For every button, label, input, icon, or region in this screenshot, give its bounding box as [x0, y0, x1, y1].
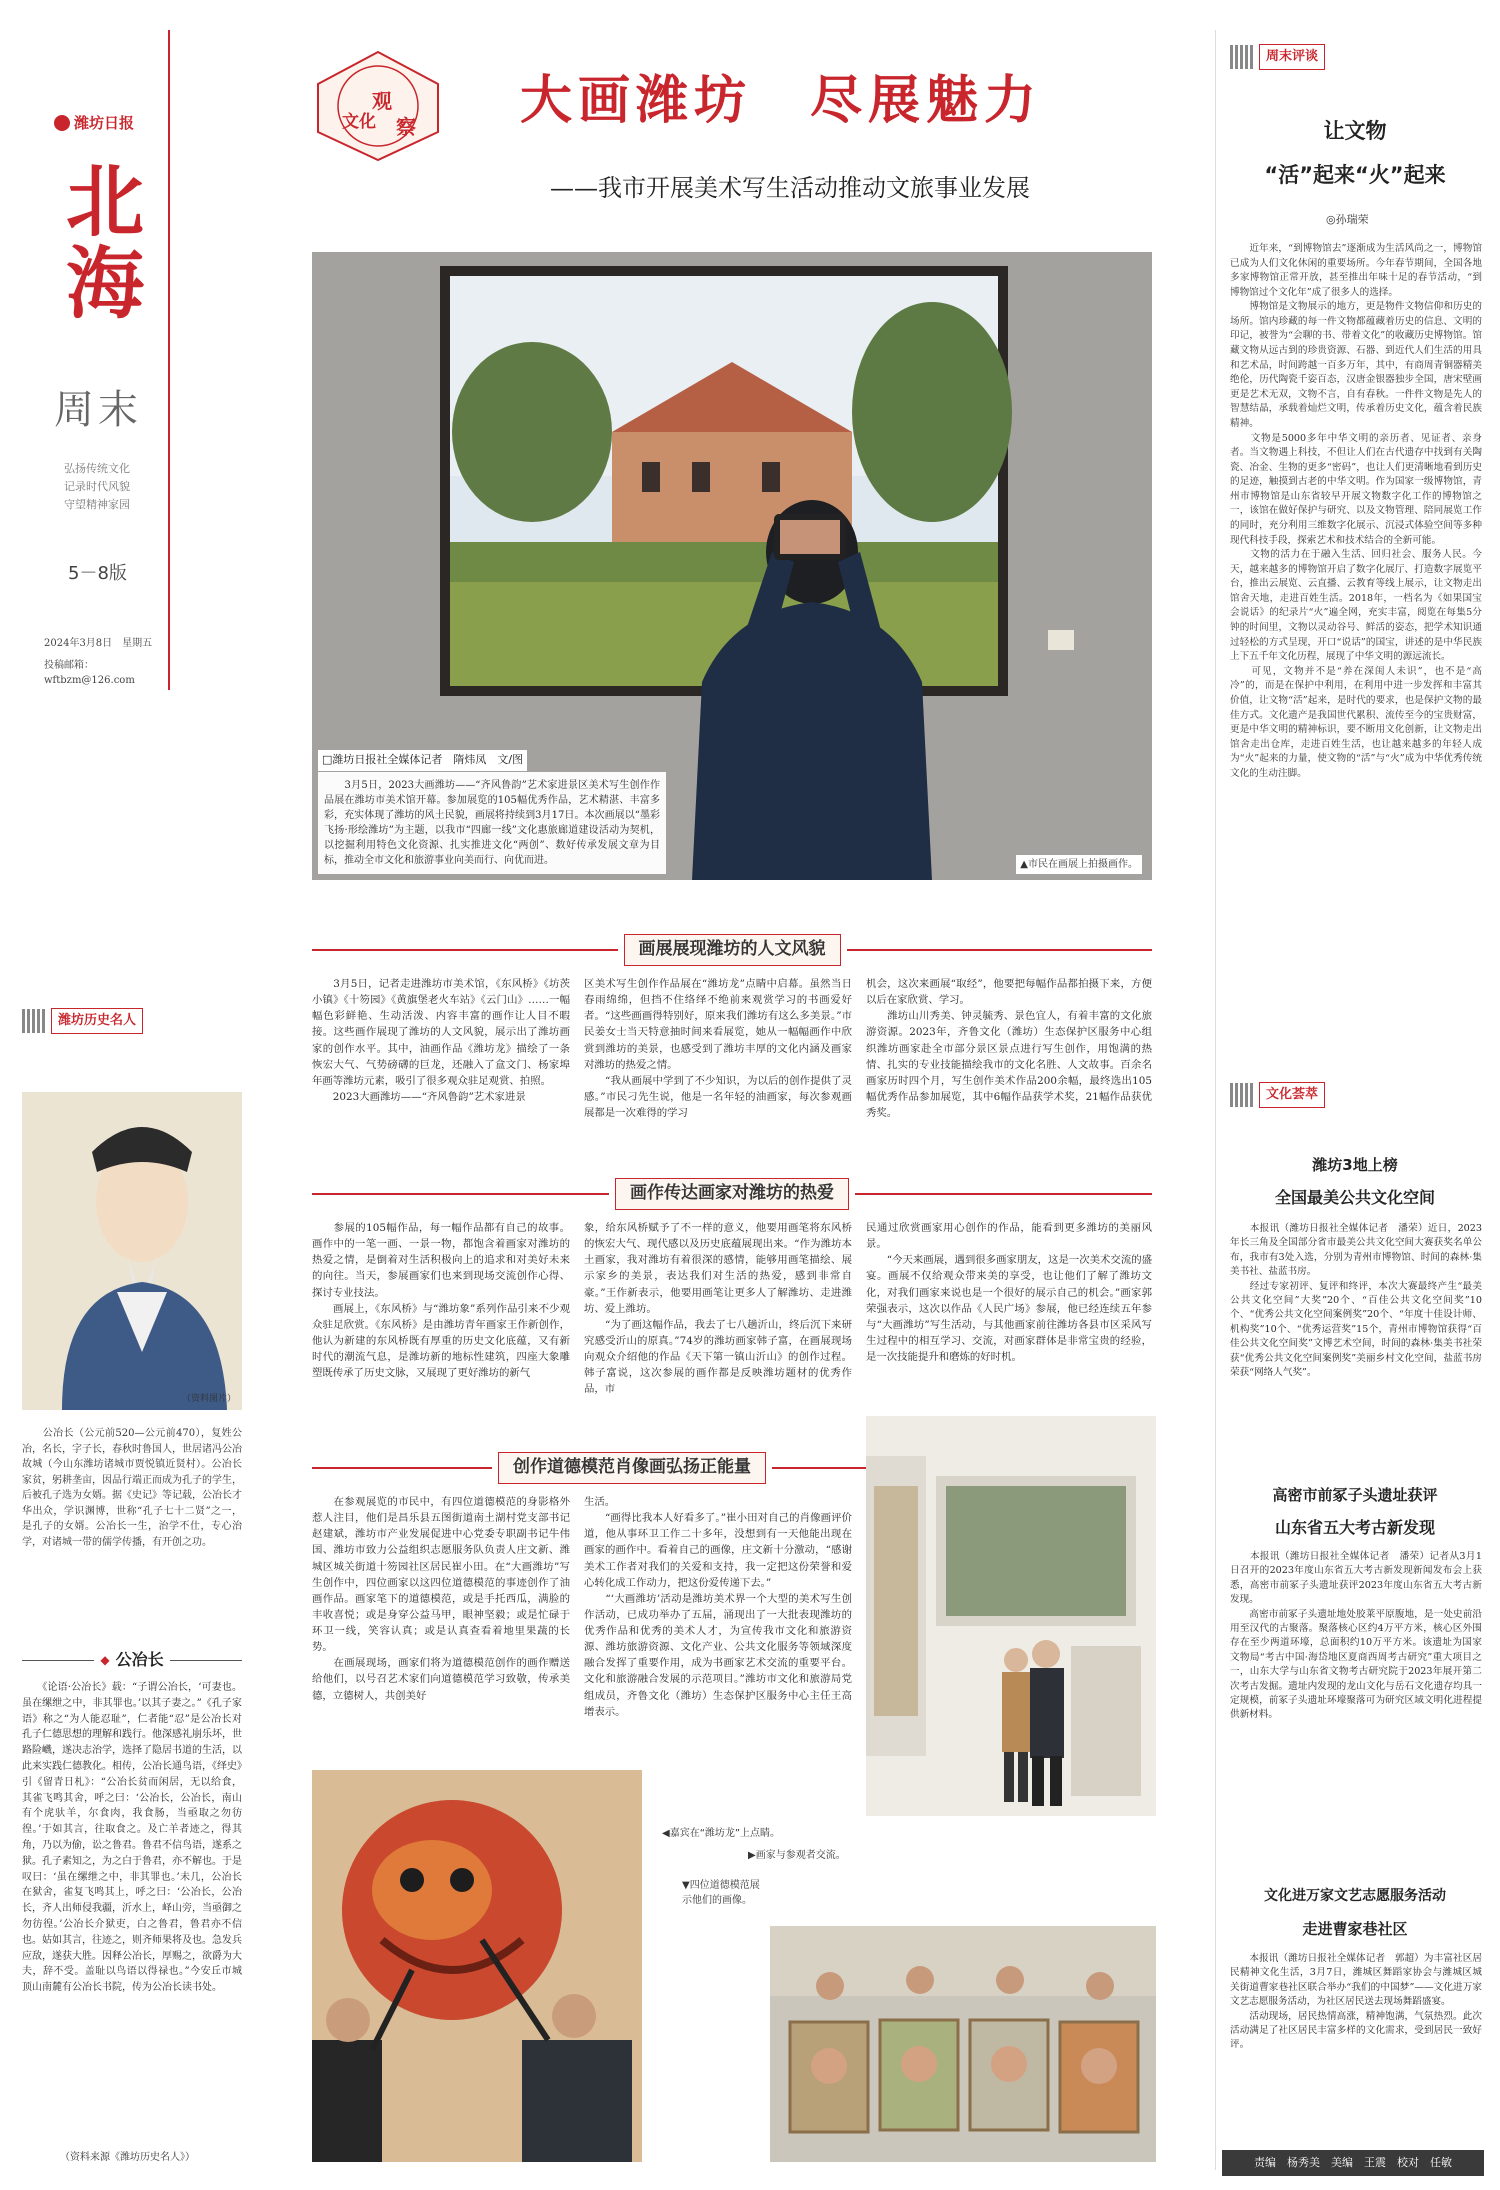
news1-text: 本报讯（潍坊日报社全媒体记者 潘荣）近日，2023年长三角及全国部分省市最美公共文化空间大赛获奖名单公布，我市有3处入选，分别为青州市博物馆、时间的森林·集美书社、盐蓝书房。 经过专家初评、复评和终评，本次大赛最终产生“最美公共文化空间”大奖”20个、“百佳公共文化空间奖”10个、“优秀公共文化空间案例奖”20个、“年度十佳设计师、机构奖”10个、“优秀运营奖”15个，青州市博物馆获得“百佳公共文化空间奖”文博艺术空间，时间的森林·集美书社荣获“优秀公共文化空间案例奖”美丽乡村文化空间，盐蓝书房荣获“网络人气奖”。: [1230, 1223, 1482, 1378]
section3-col1: 在参观展览的市民中，有四位道德模范的身影格外惹人注目，他们是昌乐县五图街道南土湖村党支部书记赵建斌，潍坊市产业发展促进中心党委专职副书记牛伟国、潍坊市致力公益组织志愿服务队负责人庄文新、潍城区城关街道十笏园社区居民崔小田。在“大画潍坊”写生创作中，四位画家以这四位道德模范的事迹创作了油画作品。画家笔下的道德模范，或是手托西瓜，满脸的丰收喜悦；或是身穿公益马甲，眼神坚毅；或是忙碌于环卫一线，笑容认真；或是认真查看着地里果蔬的长势。 在画展现场，画家们将为道德模范创作的画作赠送给他们，以号召艺术家们向道德模范学习致敬，传承美德，立德树人，共创美好: [312, 1496, 570, 1702]
newspaper-name: 潍坊日报: [74, 114, 135, 132]
photo-moral-models: [770, 1926, 1156, 2162]
portrait-figure-icon: [22, 1092, 242, 1410]
section2-rule-left: [312, 1193, 609, 1195]
news2-title-1: 高密市前冢子头遗址获评: [1272, 1486, 1438, 1504]
news2-text: 本报讯（潍坊日报社全媒体记者 潘荣）记者从3月1日召开的2023年度山东省五大考古新发现新闻发布会上获悉，高密市前冢子头遗址获评2023年度山东省五大考古新发现。 高密市前冢子头遗址地处胶莱平原腹地，是一处史前沿用至汉代的古聚落。聚落核心区约4万平方米，核心区外围存在至少两道环壕，总面积约10万平方米。该遗址为国家文物局“考古中国·海岱地区夏商西周考古研究”重大项目之一，山东大学与山东省文物考古研究院于2023年展开第二次考古发掘。遗址内发现的龙山文化与岳石文化遗存均具一定规模，前冢子头遗址环壕聚落可为研究区域文明化进程提供新材料。: [1230, 1551, 1482, 1721]
analects-text: 《论语·公冶长》载：“子谓公冶长，‘可妻也。虽在缧绁之中，非其罪也。’以其子妻之。”《孔子家语》称之“为人能忍耻”，仁者能“忍”是公冶长对孔子仁德思想的理解和践行。他深感礼崩乐坏，世路险巇，遂决志治学，选择了隐居书道的生活，以此来实践仁德教化。相传，公冶长通鸟语，《绎史》引《留青日札》：“公冶长贫而闲居，无以给食，其雀飞鸣其舍，呼之曰：‘公冶长，公冶长，南山有个虎驮羊，尔食肉，我食肠，当亟取之勿彷徨。’于如其言，往取食之。及亡羊者迹之，得其角，乃以为偷，讼之鲁君。鲁君不信鸟语，遂系之狱。孔子素知之，为之白于鲁君，亦不解也。于是叹曰：‘虽在缧绁之中，非其罪也。’未几，公冶长在狱舍，雀复飞鸣其上，呼之曰：‘公冶长，公冶长，齐人出师侵我疆，沂水上，峄山旁，当亟御之勿彷徨。’公冶长介狱吏，白之鲁君，鲁君亦不信也。姑如其言，往迹之，则齐师果将及也。急发兵应敌，遂获大胜。因释公冶长，厚赐之，欲爵为大夫，辞不受。盖耻以鸟语以得禄也。”今安丘市城顶山南麓有公冶长书院，传为公冶长读书处。: [22, 1682, 242, 1994]
issue-date: 2024年3月8日 星期五: [44, 638, 153, 649]
section2-col2: 象，给东风桥赋予了不一样的意义，他要用画笔将东风桥的恢宏大气、现代感以及历史底蕴展现出来。“作为潍坊本土画家，我对潍坊有着很深的感情，能够用画笔描绘、展示家乡的美景，表达我们对生活的热爱，感到非常自豪。”王作新表示，他要用画笔让更多人了解潍坊、走进潍坊、爱上潍坊。 “为了画这幅作品，我去了七八趟沂山，终后沉下来研究感受沂山的原真。”74岁的潍坊画家韩子富，在画展现场向观众介绍他的作品《天下第一镇山沂山》的创作过程。韩子富说，这次参展的画作都是反映潍坊题材的优秀作品，市: [584, 1222, 852, 1396]
commentary-tag-label: 周末评谈: [1259, 44, 1325, 70]
moral-models-portraits-image: [770, 1926, 1156, 2162]
badge-text-culture: 文化: [342, 112, 376, 132]
left-column-rule: [168, 30, 170, 690]
history-tag-label: 潍坊历史名人: [51, 1008, 143, 1034]
photo3-caption: ▶画家与参观者交流。: [748, 1850, 846, 1861]
section2-title: 画作传达画家对潍坊的热爱: [615, 1178, 849, 1210]
section3-title: 创作道德模范肖像画弘扬正能量: [498, 1452, 766, 1484]
editors-bar: [1222, 2150, 1484, 2176]
op-author: ◎孙瑞荣: [1326, 213, 1369, 226]
weekend-commentary-tag: [1230, 44, 1325, 70]
culture-highlights-tag: [1230, 1082, 1325, 1108]
history-figure-tag: [22, 1008, 143, 1034]
photo-byline: □潍坊日报社全媒体记者 隋炜凤 文/图: [318, 750, 527, 771]
section1-rule-left: [312, 949, 618, 951]
section1-rule-right: [847, 949, 1153, 951]
portrait-image: [22, 1092, 242, 1410]
photo1-caption: ▲市民在画展上拍摄画作。: [1016, 855, 1142, 874]
section2-rule-right: [855, 1193, 1152, 1195]
slogan-2: 记录时代风貌: [64, 480, 130, 493]
gallery-visitors-image: [866, 1416, 1156, 1816]
section3-rule-left: [312, 1467, 492, 1469]
tag-bars-icon-2: [1230, 45, 1253, 69]
badge-text-observe-1: 观: [372, 89, 392, 113]
history-source: （资料来源《潍坊历史名人》）: [60, 2152, 195, 2163]
heading-rule-left: [22, 1660, 94, 1661]
photo-dragon-dotting: [312, 1770, 642, 2162]
photo2-caption-visible: ◀嘉宾在“潍坊龙”上点睛。: [662, 1828, 781, 1839]
op-text: 近年来，“到博物馆去”逐渐成为生活风尚之一，博物馆已成为人们文化休闲的重要场所。今年春节期间，全国各地多家博物馆正常开放，甚至推出年味十足的春节活动，“到博物馆过个文化年”成了很多人的选择。 博物馆是文物展示的地方，更是物件文物信仰和历史的场所。馆内珍藏的每一件文物都蕴藏着历史的信息、文明的印记，被誉为“会聊的书、带着文化”的收藏历史博物馆。馆藏文物从远古到的珍贵资源、石器、到近代人们生活的用具和艺术品，时间跨越一百多万年，其中，有商周青铜器精美绝伦，历代陶瓷千姿百态，汉唐金银器独步全国，唐宋壁画更是艺术无双，文物不言，自有春秋。一件件文物是先人的智慧结晶，承载着灿烂文明，传承着历史文化，蕴含着民族精神。 文物是5000多年中华文明的亲历者、见证者、亲身者。当文物遇上科技，不但让人们在古代遗存中找到有关陶瓷、冶金、生物的更多“密码”，也让人们更清晰地看到历史的足迹，触摸到古老的中华文明。作为国家一级博物馆，青州市博物馆是山东省较早开展文物数字化工作的博物馆之一，该馆在做好保护与研究、以及文物管理、陪同展览工作的同时，充分利用三维数字化展示、沉浸式体验空间等多种现代科技手段，探索艺术和技术结合的全新可能。 文物的活力在于融入生活、回归社会、服务人民。今天，越来越多的博物馆开启了数字化展厅、打造数字展览平台，推出云展览、云直播、云教育等线上展示，让文物走出馆舍天地，走进百姓生活。2018年，一档名为《如果国宝会说话》的纪录片“火”遍全网，充实丰富，阅览在每集5分钟的时间里，文物以灵动谷号、鲜活的姿态，把学术知识通过轻松的方式呈现，开口“说话”的国宝，讲述的是中华民族上下五千年文化历程，展现了中华文明的源远流长。 可见，文物并不是“养在深闺人未识”，也不是“高冷”的，而是在保护中利用，在利用中进一步发挥和丰富其价值，让文物“活”起来，是时代的要求，也是保护文物的最佳方式。文化遗产是我国世代累积、流传至今的宝贵财富，更是中华文明的精神标识，要不断用文化创新，让文物走出馆舍走出仓库，走进百姓生活，也让越来越多的年轻人成为“火”起来的力量，使文物的“活”与“火”成为中华优秀传统文化的生动注脚。: [1230, 243, 1482, 779]
news1-title-1: 潍坊3地上榜: [1312, 1156, 1398, 1174]
section3-col2: 生活。 “画得比我本人好看多了。”崔小田对自己的肖像画评价道，他从事环卫工作二十多年，没想到有一天他能出现在画家的画作中。看着自己的画像，庄文新十分激动，“感谢美术工作者对我们的关爱和支持，我一定把这份荣誉和爱心转化成工作动力，把这份爱传递下去。” “‘大画潍坊’活动是潍坊美术界一个大型的美术写生创作活动，已成功举办了五届，涌现出了一大批表现潍坊的优秀作品和优秀的美术人才，为宣传我市文化和旅游资源、潍坊旅游资源、文化产业、公共文化服务等领域深度融合发挥了重要作用，成为书画家艺术交流的重要平台。文化和旅游融合发展的示范项目。”潍坊市文化和旅游局党组成员，齐鲁文化（潍坊）生态保护区服务中心主任王高增表示。: [584, 1496, 852, 1718]
masthead: [20, 40, 166, 690]
subheadline: ——我市开展美术写生活动推动文旅事业发展: [550, 174, 1030, 202]
right-column-rule: [1215, 30, 1216, 2170]
tag-bars-icon: [22, 1009, 45, 1033]
news3-title-1: 文化进万家文艺志愿服务活动: [1264, 1888, 1446, 1904]
section3-heading: [312, 1452, 952, 1484]
highlights-tag-label: 文化荟萃: [1259, 1082, 1325, 1108]
logo-icon: [54, 115, 70, 131]
diamond-icon: ◆: [100, 1653, 110, 1667]
page-range: 5－8版: [68, 563, 127, 584]
op-title-2: “活”起来“火”起来: [1264, 163, 1446, 187]
masthead-slogans: [64, 460, 130, 514]
section1-title: 画展展现潍坊的人文风貌: [624, 934, 841, 966]
section2-col3: 民通过欣赏画家用心创作的作品，能看到更多潍坊的美丽风景。 “今天来画展，遇到很多画家朋友，这是一次美术交流的盛宴。画展不仅给观众带来美的享受，也让他们了解了潍坊文化，对我们画家来说也是一个很好的展示自己的机会。”画家郭荣强表示，这次以作品《人民广场》参展，他已经连续五年参与“大画潍坊”写生活动，与其他画家前往潍坊各县市区采风写生过程中的相互学习、交流，对画家群体是非常宝贵的经验，是一次技能提升和磨炼的好时机。: [866, 1222, 1152, 1363]
news3-text: 本报讯（潍坊日报社全媒体记者 郭超）为丰富社区居民精神文化生活，3月7日，潍城区舞蹈家协会与潍城区城关街道曹家巷社区联合举办“我们的中国梦”——文化进万家文艺志愿服务活动，为社区居民送去现场舞蹈盛宴。 活动现场，居民热情高涨，精神饱满，气氛热烈。此次活动满足了社区居民丰富多样的文化需求，受到居民一致好评。: [1230, 1953, 1482, 2051]
news1-title-2: 全国最美公共文化空间: [1274, 1188, 1435, 1207]
masthead-title: 北海: [53, 160, 144, 324]
news2-title-2: 山东省五大考古新发现: [1274, 1518, 1435, 1537]
section2-col1: 参展的105幅作品，每一幅作品都有自己的故事。画作中的一笔一画、一景一物，都饱含着画家对潍坊的热爱之情，是倒着对生活积极向上的追求和对美好未来的向往。当天，参展画家们也来到现场交流创作心得、探讨专业技法。 画展上，《东风桥》与“潍坊象”系列作品引来不少观众驻足欣赏。《东风桥》是由潍坊青年画家王作新创作，他认为新建的东风桥既有厚重的历史文化底蕴，又有新时代的潮流气息，是潍坊新的地标性建筑，四座大象雕塑既传承了历史文脉，又展现了更好潍坊的新气: [312, 1222, 570, 1380]
masthead-subtitle: 周末: [54, 387, 142, 433]
submission-email: 投稿邮箱：wftbzm@126.com: [44, 660, 135, 686]
slogan-3: 守望精神家园: [64, 498, 130, 511]
culture-observe-badge: [312, 48, 444, 164]
portrait-credit: （资料图片）: [181, 1393, 236, 1404]
name-heading: [22, 1648, 242, 1672]
figure-bio: 公冶长（公元前520—公元前470），复姓公冶，名长，字子长，春秋时鲁国人，世居诸冯公冶故城（今山东潍坊诸城市贾悦镇近贤村）。公冶长家贫，躬耕垄亩，因品行端正而成为孔子的学生，后被孔子选为女婿。据《史记》等记载，公冶长才华出众，学识渊博，世称“孔子七十二贤”之一，是孔子的女婿。公冶长一生，治学不仕，专心治学，对诸城一带的儒学传播，有开创之功。: [22, 1428, 242, 1548]
editors-credit: 责编 杨秀美 美编 王震 校对 任敏: [1254, 2155, 1452, 2169]
op-title-1: 让文物: [1323, 119, 1387, 143]
section1-col1: 3月5日，记者走进潍坊市美术馆，《东风桥》《坊茨小镇》《十笏园》《黄旗堡老火车站》《云门山》……一幅幅色彩鲜艳、生动活泼、内容丰富的画作让人目不暇接。这些画作展现了潍坊的人文风貌，展示出了潍坊画家的创作水平。其中，油画作品《潍坊龙》描绘了一条恢宏大气、气势磅礴的巨龙，还融入了盒文门、杨家埠年画等潍坊元素，吸引了很多观众驻足观赏、拍照。 2023大画潍坊——“齐风鲁韵”艺术家进景: [312, 978, 570, 1103]
lead-paragraph: 3月5日，2023大画潍坊——“齐风鲁韵”艺术家进景区美术写生创作作品展在潍坊市美术馆开幕。参加展览的105幅优秀作品，艺术精湛、丰富多彩，充实体现了潍坊的风土民貌，画展将持续到3月17日。本次画展以“墨彩飞扬·形绘潍坊”为主题，以我市“四廊一线”文化惠旅廊道建设活动为契机，以挖掘利用特色文化资源、扎实推进文化“两创”、数好传承发展文章为目标，推动全市文化和旅游事业向美而行、向优而进。: [318, 772, 666, 874]
section1-col3: 机会，这次来画展“取经”，他要把每幅作品都拍摄下来，方便以后在家欣赏、学习。 潍坊山川秀美、钟灵毓秀、景色宜人，有着丰富的文化旅游资源。2023年，齐鲁文化（潍坊）生态保护区服务中心组织潍坊画家赴全市部分景区景点进行写生创作，用饱满的热情、扎实的专业技能描绘我市的文化名胜、人文故事。百余名画家历时四个月，写生创作美术作品200余幅，最终选出105幅优秀作品参加展览，其中6幅作品获学术奖，21幅作品获优秀奖。: [866, 978, 1152, 1119]
photo-painter-exchange: [866, 1416, 1156, 1816]
news3-title-2: 走进曹家巷社区: [1302, 1920, 1408, 1938]
section1-heading: [312, 934, 1152, 966]
tag-bars-icon-3: [1230, 1083, 1253, 1107]
badge-text-observe-2: 察: [396, 115, 416, 139]
section2-heading: [312, 1178, 1152, 1210]
figure-name: 公冶长: [115, 1650, 164, 1669]
dragon-painting-image: [312, 1770, 642, 2162]
main-photo-exhibition: [312, 252, 1152, 880]
heading-rule-right: [170, 1660, 242, 1661]
photo4-caption: ▼四位道德模范展示他们的画像。: [682, 1880, 760, 1906]
slogan-1: 弘扬传统文化: [64, 462, 130, 475]
section1-col2: 区美术写生创作作品展在“潍坊龙”点睛中启幕。虽然当日春雨绵绵，但挡不住络绎不绝前来观赏学习的书画爱好者。“这些画画得特别好，原来我们潍坊有这么多美景。”市民姜女士当天特意抽时间来看展览，她从一幅幅画作中欣赏到潍坊的美景，也感受到了潍坊丰厚的文化内涵及画家对潍坊的热爱之情。 “我从画展中学到了不少知识，为以后的创作提供了灵感。”市民刁先生说，他是一名年轻的油画家，每次参观画展都是一次难得的学习: [584, 978, 852, 1119]
newspaper-logo: [54, 112, 134, 135]
headline: 大画潍坊 尽展魅力: [520, 70, 1043, 131]
